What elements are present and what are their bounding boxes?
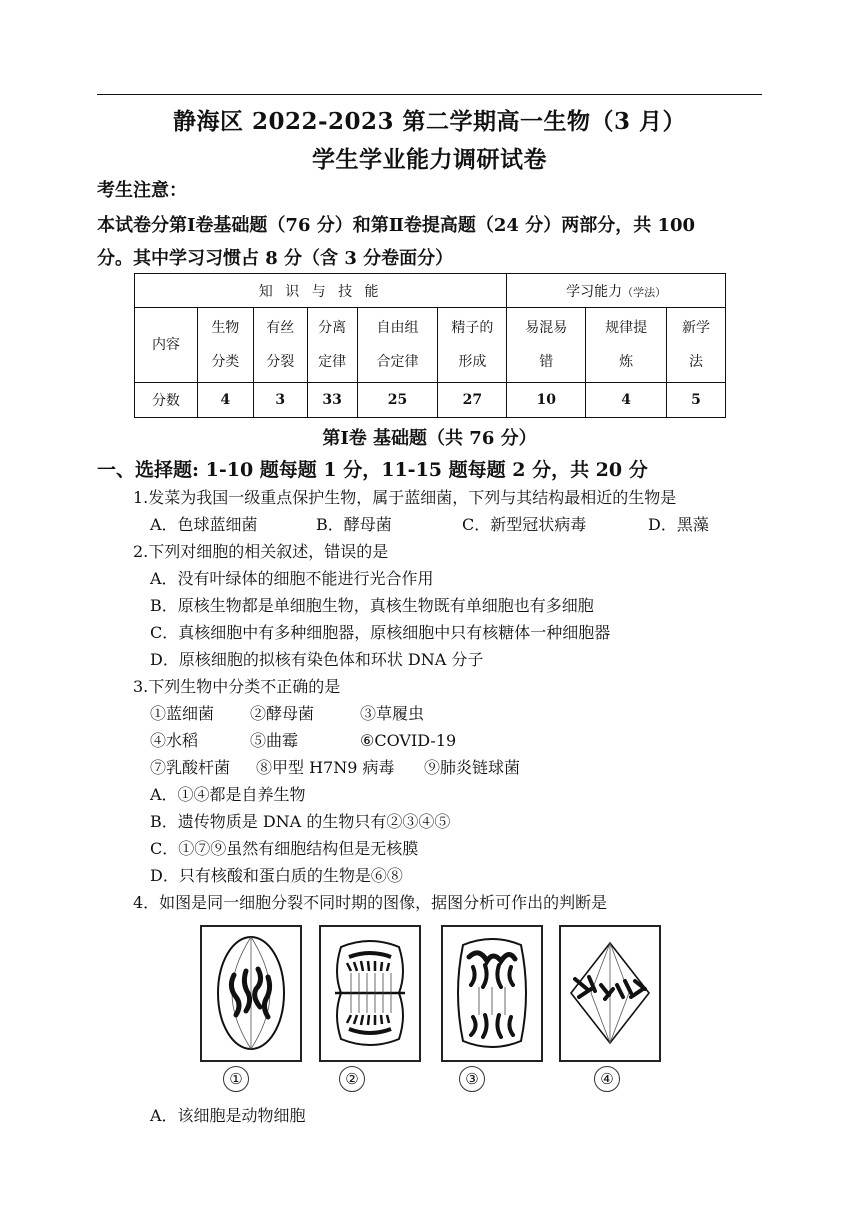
table-col-header: [307, 308, 357, 383]
table-score-cell: 4: [197, 383, 253, 418]
table-col-header: [438, 308, 507, 383]
figure-cell-2: [319, 925, 421, 1062]
q3-list-row: [150, 755, 520, 778]
q3-list-item: ③草履虫: [360, 704, 425, 723]
notice-label: 考生注意：: [97, 180, 187, 201]
table-col-header: [197, 308, 253, 383]
col-header-line2: 分类: [211, 354, 240, 370]
page-title: 静海区 2022-2023 第二学期高一生物（3 月）: [172, 108, 687, 135]
col-header-line1: 精子的: [451, 320, 494, 336]
figure-label: ③: [459, 1066, 485, 1092]
cell-2-drawing: [321, 927, 419, 1060]
q3-list-item: ⑧甲型 H7N9 病毒: [256, 758, 395, 777]
table-score-cell: 25: [357, 383, 438, 418]
part1-title: 第Ⅰ卷 基础题（共 76 分）: [322, 428, 537, 449]
figure-label: ②: [339, 1066, 365, 1092]
col-header-line1: 有丝: [266, 320, 295, 336]
col-header-line2: 法: [689, 354, 704, 370]
table-col-header: [357, 308, 438, 383]
col-header-line1: 生物: [211, 320, 240, 336]
score-table: [134, 273, 726, 418]
table-col-header: [667, 308, 726, 383]
table-group-ability: [507, 274, 726, 308]
cell-3-drawing: [443, 927, 541, 1060]
figure-cell-4: [559, 925, 661, 1062]
table-col-header: [253, 308, 307, 383]
cell-division-figures: [196, 925, 636, 1090]
top-rule: [97, 94, 762, 95]
col-header-line2: 定律: [318, 354, 347, 370]
table-group-ability-main: 学习能力: [566, 283, 623, 300]
q3-list-item: ①蓝细菌: [150, 704, 215, 723]
col-header-line1: 新学: [682, 320, 711, 336]
notice-text: [97, 209, 767, 275]
q2-option-d: D．原核细胞的拟核有染色体和环状 DNA 分子: [150, 650, 484, 669]
q2-option-c: C．真核细胞中有多种细胞器，原核细胞中只有核糖体一种细胞器: [150, 623, 611, 642]
q4-option-a: A．该细胞是动物细胞: [150, 1106, 306, 1125]
q3-list-item: ⑤曲霉: [250, 731, 299, 750]
table-group-ability-sub: （学法）: [622, 285, 667, 299]
q1-stem: 1.发菜为我国一级重点保护生物，属于蓝细菌，下列与其结构最相近的生物是: [133, 488, 677, 507]
q3-list-row: [150, 701, 424, 724]
figure-label: ①: [223, 1066, 249, 1092]
notice-line-1: 本试卷分第Ⅰ卷基础题（76 分）和第Ⅱ卷提高题（24 分）两部分，共 100: [97, 215, 696, 236]
q3-option-c: C．①⑦⑨虽然有细胞结构但是无核膜: [150, 839, 419, 858]
q2-stem: 2.下列对细胞的相关叙述，错误的是: [133, 542, 389, 561]
col-header-line1: 规律提: [605, 320, 648, 336]
table-col-header: [507, 308, 586, 383]
q4-stem: 4．如图是同一细胞分裂不同时期的图像，据图分析可作出的判断是: [133, 893, 608, 912]
figure-cell-3: [441, 925, 543, 1062]
col-header-line1: 分离: [318, 320, 347, 336]
q3-option-b: B．遗传物质是 DNA 的生物只有②③④⑤: [150, 812, 451, 831]
table-score-cell: 3: [253, 383, 307, 418]
col-header-line2: 分裂: [266, 354, 295, 370]
col-header-line2: 合定律: [376, 354, 419, 370]
table-row-label-score: 分数: [135, 383, 198, 418]
q3-list-item: ②酵母菌: [250, 704, 315, 723]
col-header-line1: 易混易: [525, 320, 568, 336]
table-score-cell: 10: [507, 383, 586, 418]
cell-4-drawing: [561, 927, 659, 1060]
q2-option-b: B．原核生物都是单细胞生物，真核生物既有单细胞也有多细胞: [150, 596, 594, 615]
q3-list-row: [150, 728, 456, 751]
section1-title: 一、选择题: 1-10 题每题 1 分，11-15 题每题 2 分，共 20 分: [97, 459, 648, 481]
table-col-header: [586, 308, 667, 383]
figure-cell-1: [200, 925, 302, 1062]
q3-list-item: ⑥COVID-19: [360, 731, 457, 750]
table-group-knowledge: 知 识 与 技 能: [135, 274, 507, 308]
table-score-cell: 33: [307, 383, 357, 418]
table-score-cell: 5: [667, 383, 726, 418]
q1-option-d: D．黑藻: [648, 515, 709, 534]
q1-option-c: C．新型冠状病毒: [462, 515, 587, 534]
col-header-line2: 形成: [458, 354, 487, 370]
q3-list-item: ⑦乳酸杆菌: [150, 758, 231, 777]
figure-label: ④: [594, 1066, 620, 1092]
table-score-cell: 27: [438, 383, 507, 418]
col-header-line2: 错: [539, 354, 554, 370]
col-header-line2: 炼: [619, 354, 634, 370]
col-header-line1: 自由组: [376, 320, 419, 336]
q1-option-b: B．酵母菌: [316, 515, 392, 534]
q3-option-a: A．①④都是自养生物: [150, 785, 306, 804]
table-score-cell: 4: [586, 383, 667, 418]
q3-list-item: ④水稻: [150, 731, 199, 750]
q3-list-item: ⑨肺炎链球菌: [424, 758, 521, 777]
page-subtitle: 学生学业能力调研试卷: [312, 146, 547, 173]
q1-options: [150, 512, 709, 535]
notice-line-2: 分。其中学习习惯占 8 分（含 3 分卷面分）: [97, 248, 454, 269]
q2-option-a: A．没有叶绿体的细胞不能进行光合作用: [150, 569, 434, 588]
table-row-label-content: 内容: [135, 308, 198, 383]
q1-option-a: A．色球蓝细菌: [150, 515, 258, 534]
q3-option-d: D．只有核酸和蛋白质的生物是⑥⑧: [150, 866, 403, 885]
cell-1-drawing: [202, 927, 300, 1060]
q3-stem: 3.下列生物中分类不正确的是: [133, 677, 341, 696]
